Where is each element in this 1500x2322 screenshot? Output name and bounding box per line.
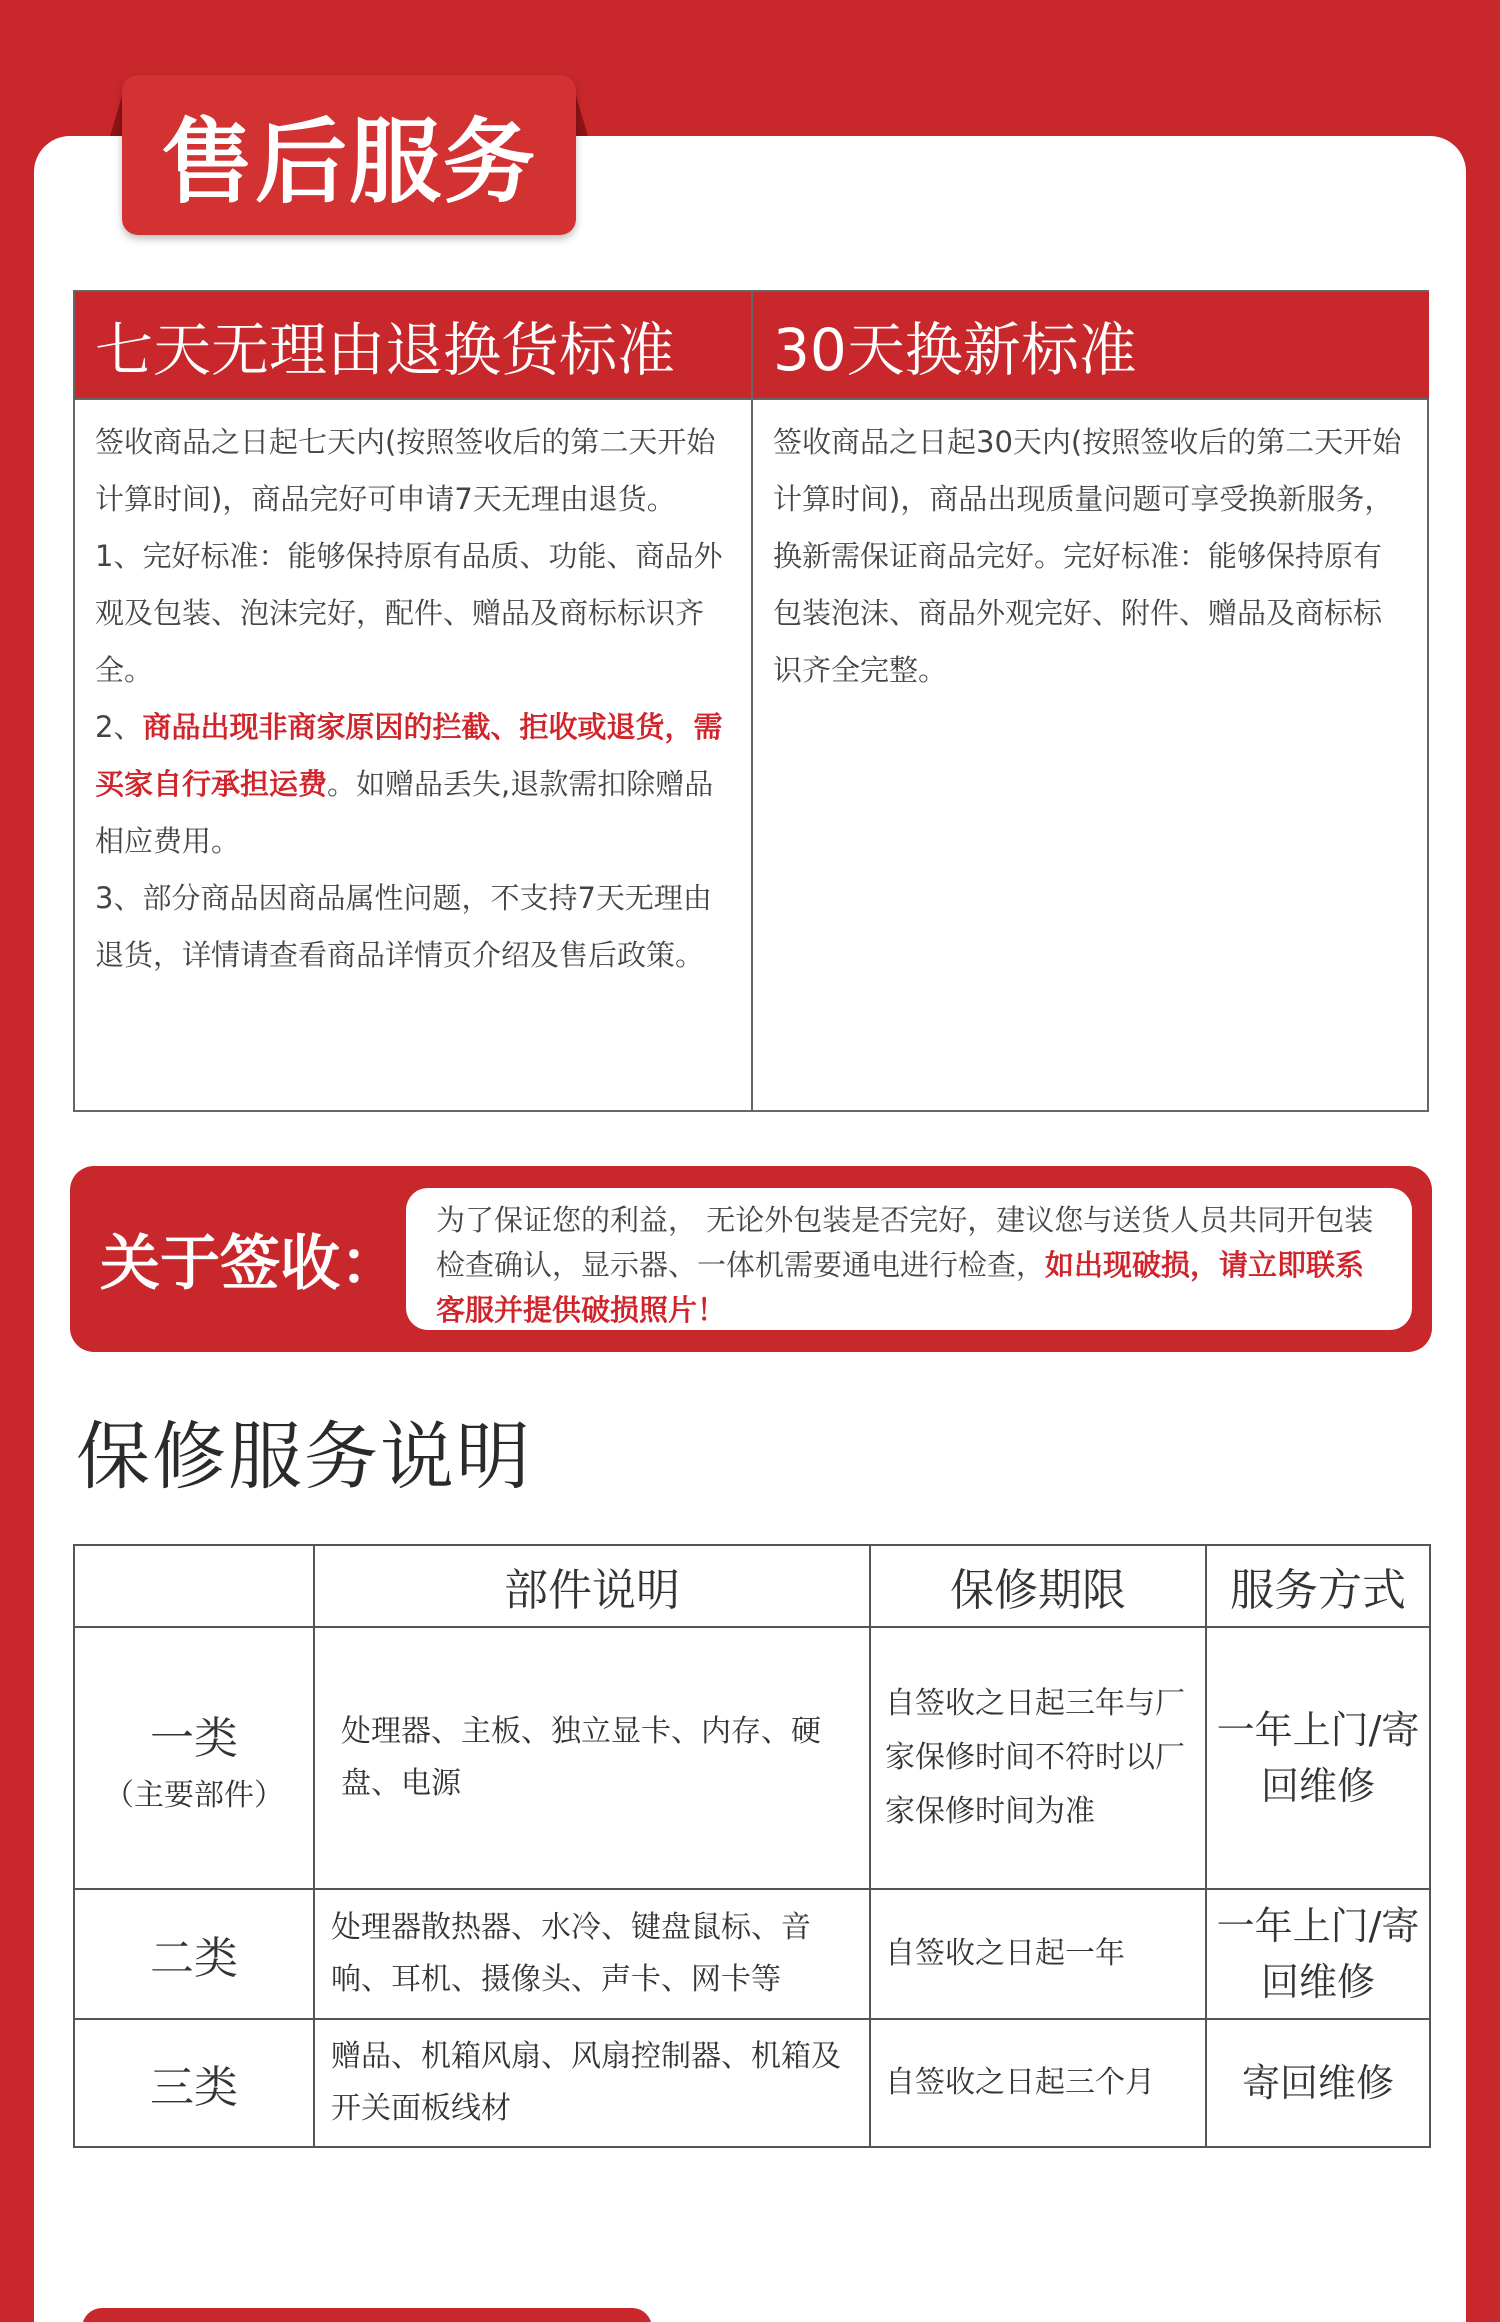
signing-notice-label: 关于签收： (100, 1229, 400, 1299)
title-tab-fold-right (576, 96, 588, 136)
seven-day-paragraph-2: 1、完好标准：能够保持原有品质、功能、商品外观及包装、泡沫完好，配件、赠品及商标标识齐全。 (95, 539, 723, 687)
table-row (74, 1627, 1430, 1889)
seven-day-p3-rest: 。如赠品丢失,退款需扣除赠品相应费用。 (95, 767, 714, 858)
table-row (74, 2019, 1430, 2147)
method-cell: 一年上门/寄回维修 (1206, 1889, 1430, 2019)
parts-cell: 处理器、主板、独立显卡、内存、硬盘、电源 (314, 1627, 870, 1889)
seven-day-paragraph-4: 3、部分商品因商品属性问题，不支持7天无理由退货，详情请查看商品详情页介绍及售后政策。 (95, 881, 712, 972)
return-policy-table (73, 290, 1429, 1112)
category-cell (74, 1627, 314, 1889)
header-parts: 部件说明 (314, 1545, 870, 1627)
page-title: 售后服务 (122, 75, 576, 235)
signing-notice-banner (70, 1166, 1432, 1352)
thirty-day-exchange-body (753, 400, 1429, 1110)
parts-cell: 处理器散热器、水冷、键盘鼠标、音响、耳机、摄像头、声卡、网卡等 (314, 1889, 870, 2019)
signing-notice-warning: 如出现破损，请立即联系客服并提供破损照片！ (436, 1248, 1365, 1327)
warranty-section-title: 保修服务说明 (76, 1414, 532, 1500)
seven-day-p3-highlight: 商品出现非商家原因的拦截、拒收或退货，需买家自行承担运费 (95, 710, 723, 801)
period-cell: 自签收之日起一年 (870, 1889, 1206, 2019)
header-method: 服务方式 (1206, 1545, 1430, 1627)
method-cell: 寄回维修 (1206, 2019, 1430, 2147)
seven-day-return-title: 七天无理由退换货标准 (75, 292, 753, 400)
category-name: 三类 (150, 2062, 238, 2113)
parts-cell: 赠品、机箱风扇、风扇控制器、机箱及开关面板线材 (314, 2019, 870, 2147)
period-cell: 自签收之日起三年与厂家保修时间不符时以厂家保修时间为准 (870, 1627, 1206, 1889)
category-name: 二类 (150, 1933, 238, 1984)
thirty-day-exchange-title: 30天换新标准 (753, 292, 1429, 400)
category-name: 一类 (150, 1713, 238, 1764)
signing-notice-box (406, 1188, 1412, 1330)
seven-day-paragraph-1: 签收商品之日起七天内(按照签收后的第二天开始计算时间)，商品完好可申请7天无理由退货。 (95, 425, 716, 516)
category-sub: （主要部件） (104, 1778, 284, 1813)
header-category (74, 1545, 314, 1627)
seven-day-return-body (75, 400, 753, 1110)
warranty-table (73, 1544, 1431, 2148)
thirty-day-paragraph-1: 签收商品之日起30天内(按照签收后的第二天开始计算时间)，商品出现质量问题可享受换新服务，换新需保证商品完好。完好标准：能够保持原有包装泡沫、商品外观完好、附件、赠品及商标标识齐全完整。 (773, 425, 1402, 687)
seven-day-paragraph-3 (95, 699, 731, 870)
signing-notice-text: 为了保证您的利益， 无论外包装是否完好，建议您与送货人员共同开包装检查确认，显示器、一体机需要通电进行检查， (436, 1203, 1374, 1282)
category-cell (74, 1889, 314, 2019)
period-cell: 自签收之日起三个月 (870, 2019, 1206, 2147)
seven-day-p3-prefix: 2、 (95, 710, 143, 744)
title-tab-fold-left (110, 96, 122, 136)
header-period: 保修期限 (870, 1545, 1206, 1627)
warranty-header-row (74, 1545, 1430, 1627)
method-cell: 一年上门/寄回维修 (1206, 1627, 1430, 1889)
category-cell (74, 2019, 314, 2147)
table-row (74, 1889, 1430, 2019)
next-section-tab (82, 2308, 652, 2322)
